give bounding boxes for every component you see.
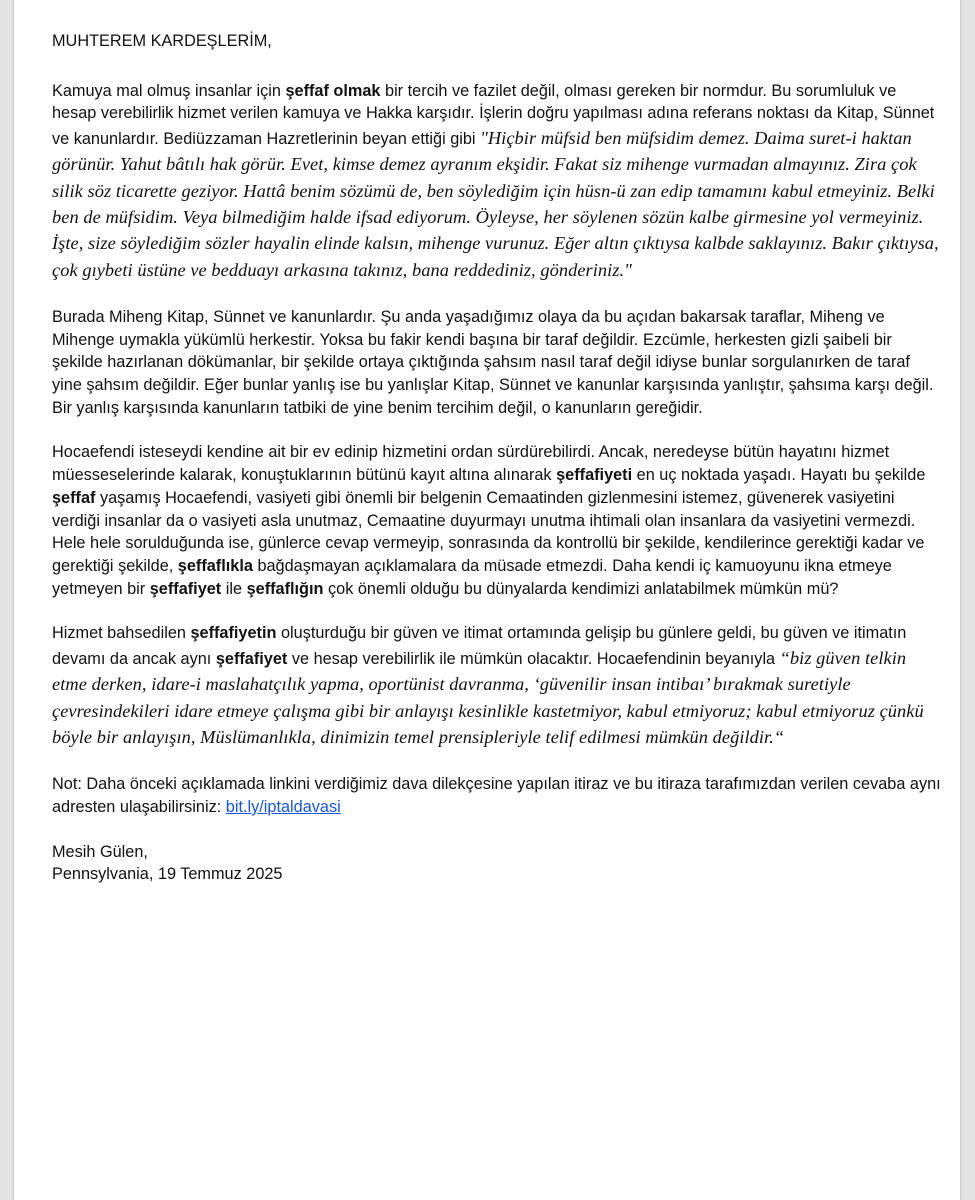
text-run: Hocaefendi isteseydi kendine ait bir ev edinip hizmetini ordan sürdürebilirdi. Ancak, neredeyse bütün hayatını hizmet müesseselerinde kalarak, konuştuklarının bütünü kayıt altına alınarak [52, 443, 890, 485]
text-run: çok önemli olduğu bu dünyalarda kendimizi anlatabilmek mümkün mü? [323, 579, 839, 598]
letter-page [14, 0, 960, 1200]
paragraph-2: Burada Miheng Kitap, Sünnet ve kanunlardır. Şu anda yaşadığımız olaya da bu açıdan bakarsak taraflar, Miheng ve Mihenge uymakla yükümlü herkestir. Yoksa bu fakir kendi başına bir taraf değildir. Ezcümle, herkesten gizli şaibeli bir şekilde hazırlanan dökümanlar, bir şekilde ortaya çıktığında şahsım nasıl taraf değil idiyse bunlar sorgulanırken de taraf yine şahsım değildir. Eğer bunlar yanlış ise bu yanlışlar Kitap, Sünnet ve kanunlar karşısında yanlıştır, şahsıma karşı değil. Bir yanlış karşısında kanunların tatbiki de yine benim tercihim değil, o kanunların gereğidir. [52, 307, 934, 417]
text-run: Hizmet bahsedilen [52, 624, 191, 643]
bold-term: şeffaflığın [246, 579, 324, 598]
note-text: Not: Daha önceki açıklamada linkini verdiğimiz dava dilekçesine yapılan itiraz ve bu itiraza tarafımızdan verilen cevaba aynı adresten ulaşabilirsiniz: [52, 775, 941, 816]
signature-name: Mesih Gülen, [52, 842, 148, 861]
iptal-davasi-link[interactable]: bit.ly/iptaldavasi [225, 797, 341, 816]
text-run: yaşamış Hocaefendi, vasiyeti gibi önemli bir belgenin Cemaatinden gizlenmesini istemez, güvenerek vasiyetini verdiği insanlar da o vasiyeti asla unutmaz, Cemaatine duyurmayı unutma ihtimali olan insanlara da vasiyetini vermezdi. Hele hele sorulduğunda ise, günlerce cevap vermeyip, sonrasında da kontrollü bir şekilde, kendilerince gerektiği kadar ve gerektiği şekilde, [52, 488, 925, 575]
bold-term: şeffafiyet [149, 579, 222, 598]
hocaefendi-quote: “biz güven telkin etme derken, idare-i maslahatçılık yapma, oportünist davranma, ‘güvenilir insan intibaı’ bırakmak suretiyle çevresindekileri idare etmeye çalışma gibi bir anlayışı kesinlikle kastetmiyor, kabul etmiyoruz; kabul etmiyoruz çünkü böyle bir anlayışın, Müslümanlıkla, dinimizin temel prensipleriyle telif edilmesi mümkün değildir.“ [52, 648, 924, 747]
text-run: en uç noktada yaşadı. Hayatı bu şekilde [632, 466, 926, 485]
bold-term: şeffafiyeti [556, 466, 633, 485]
text-run: bağdaşmayan açıklamalara da müsade etmezdi. Daha kendi iç kamuoyunu ikna etmeye yetmeyen bir [52, 556, 892, 598]
bold-term: şeffafiyetin [190, 624, 277, 643]
signature-place-date: Pennsylvania, 19 Temmuz 2025 [52, 865, 283, 884]
bediuzzaman-quote: "Hiçbir müfsid ben müfsidim demez. Daima suret-i haktan görünür. Yahut bâtılı hak görür. Evet, kimse demez ayranım ekşidir. Fakat siz mihenge vurmadan almayınız. Zira çok silik söz ticarette geziyor. Hattâ benim sözümü de, ben söylediğim için hüsn-ü zan edip tamamını kabul etmeyiniz. Belki ben de müfsidim. Veya bilmediğim halde ifsad ediyorum. Öyleyse, her söylenen sözün kalbe girmesine yol vermeyiniz. İşte, size söylediğim sözler hayalin elinde kalsın, mihenge vurunuz. Eğer altın çıktıysa kalbde saklayınız. Bakır çıktıysa, çok gıybeti üstüne ve bedduayı arkasına takınız, bana reddediniz, gönderiniz." [52, 128, 939, 280]
note-paragraph [52, 773, 942, 818]
paragraph-3 [52, 441, 942, 600]
text-run: Kamuya mal olmuş insanlar için [52, 81, 286, 100]
text-run: ile [221, 579, 247, 598]
text-run: ve hesap verebilirlik ile mümkün olacaktır. Hocaefendinin beyanıyla [287, 650, 780, 669]
greeting: MUHTEREM KARDEŞLERİM, [52, 32, 272, 50]
bold-term: şeffaflıkla [177, 556, 253, 575]
bold-term: şeffafiyet [215, 650, 288, 669]
signature-block [52, 841, 942, 886]
bold-term: şeffaf [52, 488, 96, 507]
text-run: oluşturduğu bir güven ve itimat ortamında gelişip bu günlere geldi, bu güven ve itimatın devamı da ancak aynı [52, 624, 907, 669]
paragraph-1 [52, 80, 942, 283]
bold-term: şeffaf olmak [285, 81, 381, 100]
paragraph-4 [52, 622, 942, 750]
text-run: bir tercih ve fazilet değil, olması gereken bir normdur. Bu sorumluluk ve hesap verebilirlik hizmet verilen kamuya ve Hakka karşıdır. İşlerin doğru yapılması adına referans noktası da Kitap, Sünnet ve kanunlardır. Bediüzzaman Hazretlerinin beyan ettiği gibi [52, 81, 935, 149]
